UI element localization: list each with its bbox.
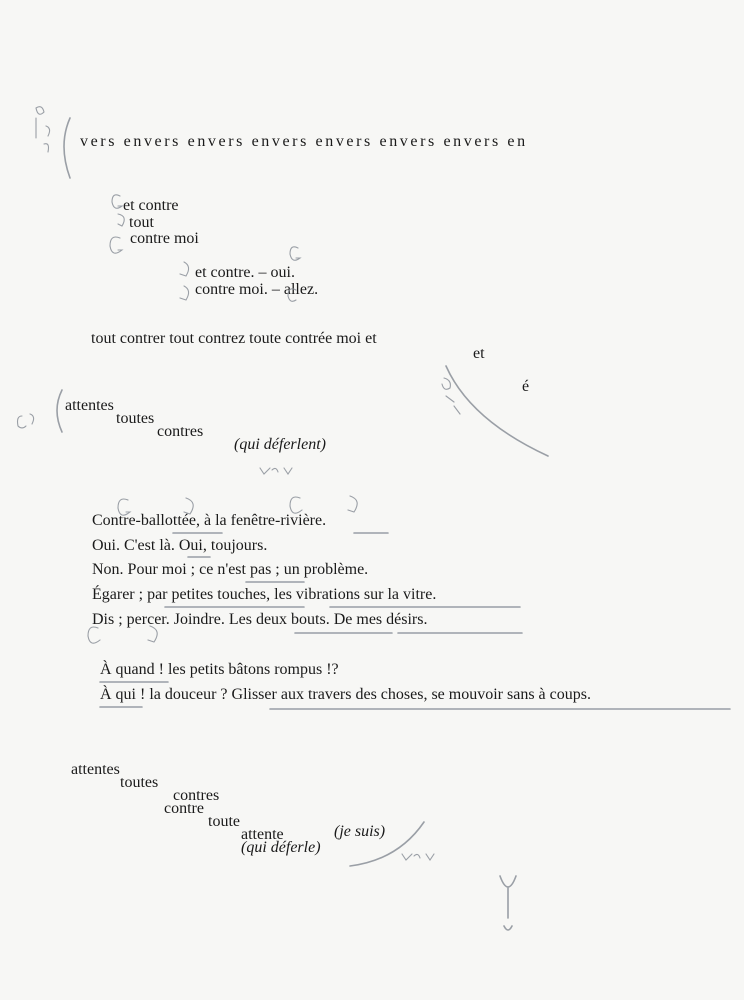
block2-line-1: et contre. – oui.	[195, 264, 295, 281]
floating-et: et	[473, 345, 485, 362]
prose-line-2: Oui. C'est là. Oui, toujours.	[92, 537, 268, 554]
attentes2-line-3: contres	[173, 787, 220, 804]
margin-bracket-1	[64, 118, 70, 178]
margin-slash-1	[446, 366, 548, 456]
attentes1-line-3: contres	[157, 423, 204, 440]
attentes1-line-2: toutes	[116, 410, 155, 427]
prose2-line-1: À quand ! les petits bâtons rompus !?	[100, 661, 339, 678]
block1-line-3: contre moi	[130, 230, 199, 247]
prose-line-4: Égarer ; par petites touches, les vibrations sur la vitre.	[92, 586, 437, 603]
prose2-line-2: À qui ! la douceur ? Glisser aux travers des choses, se mouvoir sans à coups.	[100, 686, 591, 703]
attentes1-line-1: attentes	[65, 397, 114, 414]
attentes2-line-6: attente	[241, 826, 284, 843]
attentes2-je-suis: (je suis)	[334, 823, 386, 840]
vers-envers-line: vers envers envers envers envers envers envers en	[80, 133, 528, 150]
attentes2-line-4: contre	[164, 800, 204, 817]
attentes2-line-1: attentes	[71, 761, 120, 778]
attentes2-line-5: toute	[208, 813, 240, 830]
contrer-line: tout contrer tout contrez toute contrée moi et	[91, 330, 377, 347]
block2-line-2: contre moi. – allez.	[195, 281, 319, 298]
attentes2-line-2: toutes	[120, 774, 159, 791]
prose-line-3: Non. Pour moi ; ce n'est pas ; un problème.	[92, 561, 369, 578]
block1-line-2: tout	[129, 214, 154, 231]
floating-e: é	[522, 378, 530, 395]
signature-mark	[500, 876, 516, 930]
prose-line-1: Contre-ballottée, à la fenêtre-rivière.	[92, 512, 327, 529]
attentes1-parenthetical: (qui déferlent)	[234, 436, 326, 453]
attentes2-parenthetical: (qui déferle)	[241, 839, 321, 856]
block1-line-1: et contre	[123, 197, 179, 214]
prose-line-5: Dis ; percer. Joindre. Les deux bouts. De mes désirs.	[92, 611, 428, 628]
